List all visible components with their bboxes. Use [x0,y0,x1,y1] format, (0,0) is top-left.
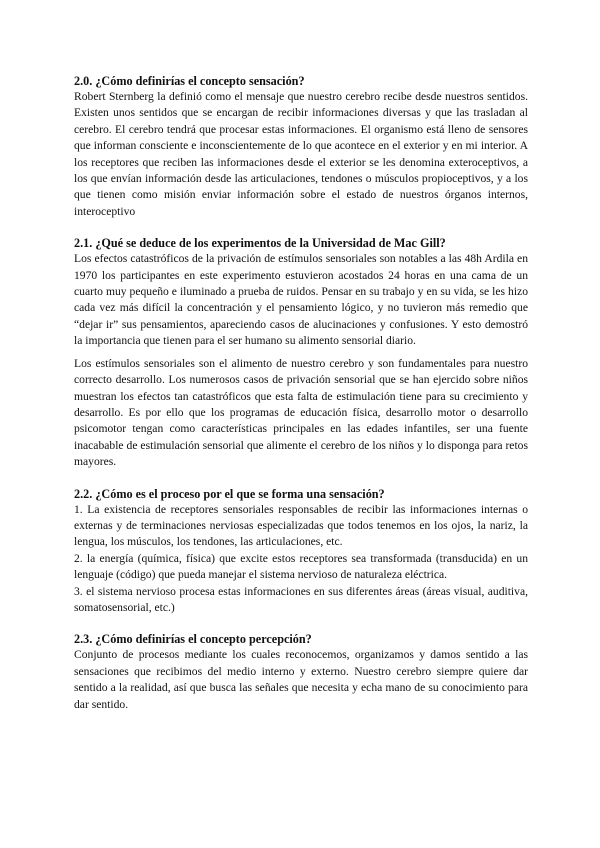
section-mac-gill [74,235,528,470]
paragraph: Los efectos catastróficos de la privación de estímulos sensoriales son notables a las 48h Ardila en 1970 los participantes en este experimento estuvieron acostados 24 horas en una cama de un cuarto muy pequeño e iluminado a prueba de ruidos. Pensar en su trabajo y en su vida, se les hizo cada vez más difícil la concentración y el pensamiento lógico, y no tuvieron más remedio que “dejar ir” sus pensamientos, apareciendo casos de alucinaciones y confusiones. Y esto demostró la importancia que tienen para el ser humano su alimento sensorial diario. [74,252,528,348]
paragraph: Conjunto de procesos mediante los cuales reconocemos, organizamos y damos sentido a las sensaciones que recibimos del medio interno y externo. Nuestro cerebro siempre quiere dar sentido a la realidad, así que busca las señales que necesita y echa mano de su conocimiento para dar sentido. [74,648,528,711]
list-item: 2. la energía (química, física) que excite estos receptores sea transformada (transducida) en un lenguaje (código) que pueda manejar el sistema nervioso de naturaleza eléctrica. [74,551,528,582]
section-heading: 2.1. ¿Qué se deduce de los experimentos de la Universidad de Mac Gill? [74,236,446,251]
paragraph: Los estímulos sensoriales son el alimento de nuestro cerebro y son fundamentales para nuestro correcto desarrollo. Los numerosos casos de privación sensorial que se han ejercido sobre niños muestran los efectos tan catastróficos que esta falta de estimulación tiene para su crecimiento y desarrollo. Es por ello que los programas de educación física, desarrollo motor o desarrollo psicomotor tengan como características principales en las edades infantiles, ser una fuente inacabable de estimulación sensorial que alimente el cerebro de los niños y lo disponga para retos mayores. [74,356,528,469]
section-heading: 2.0. ¿Cómo definirías el concepto sensación? [74,74,305,88]
section-sensacion [74,73,528,220]
list-item: 1. La existencia de receptores sensoriales responsables de recibir las informaciones internas o externas y de terminaciones nerviosas especializadas que todos tenemos en los ojos, la nariz, la lengua, los músculos, los tendones, las articulaciones, etc. [74,502,528,549]
section-heading: 2.3. ¿Cómo definirías el concepto percepción? [74,632,312,647]
list-item: 3. el sistema nervioso procesa estas informaciones en sus diferentes áreas (áreas visual, auditiva, somatosensorial, etc.) [74,584,528,614]
paragraph: Robert Sternberg la definió como el mensaje que nuestro cerebro recibe desde nuestros sentidos. Existen unos sentidos que se encargan de recibir informaciones diversas y que las trasladan al cerebro. El cerebro tendrá que procesar estas informaciones. El organismo está lleno de sensores que informan consciente e inconscientemente de lo que acontece en el exterior y en mi interior. A los receptores que reciben las informaciones desde el exterior se les denomina exteroceptivos, a los que envían información desde las articulaciones, tendones o músculos propioceptivos, y a los que tienen como misión enviar información sobre el estado de nuestros órganos internos, interoceptivo [74,90,528,218]
section-heading: 2.2. ¿Cómo es el proceso por el que se forma una sensación? [74,486,385,501]
section-percepcion [74,631,528,713]
section-proceso-sensacion [74,486,528,617]
